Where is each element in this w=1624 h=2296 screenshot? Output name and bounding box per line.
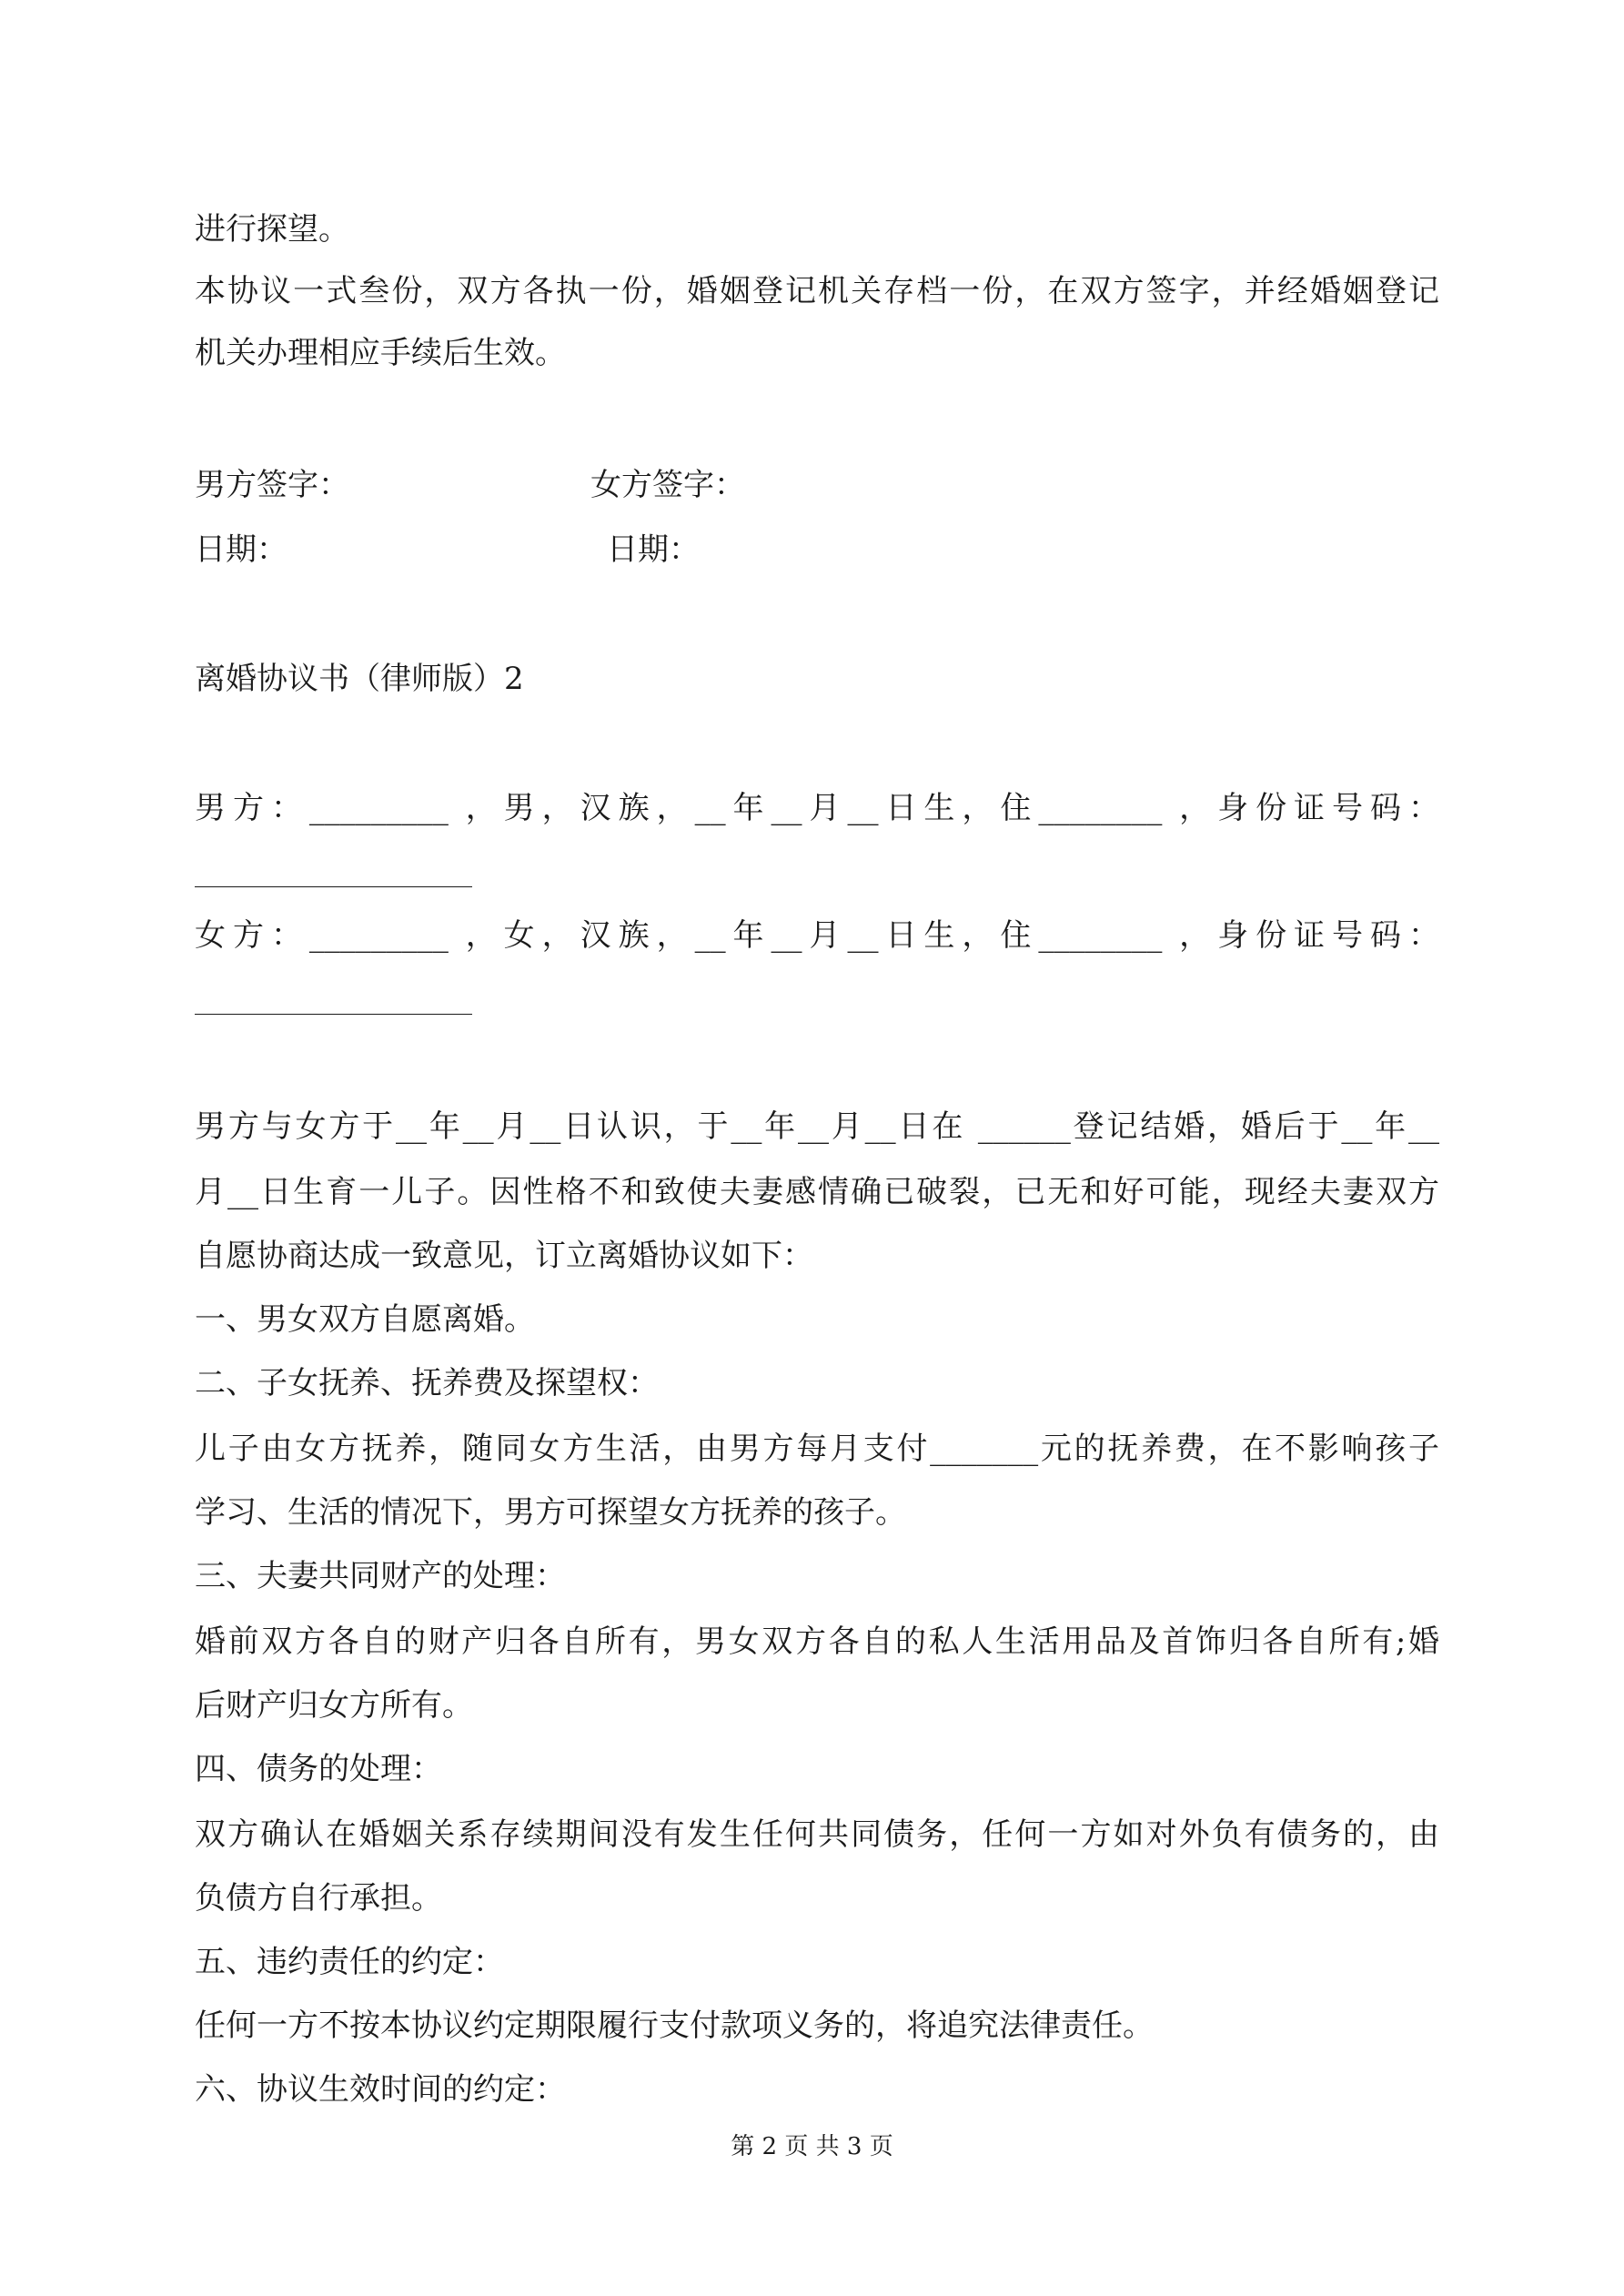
clause-2-line2: 学习、生活的情况下，男方可探望女方抚养的孩子。	[195, 1494, 906, 1531]
male-signature-label: 男方签字：	[195, 467, 349, 503]
female-id-blank	[195, 1014, 472, 1015]
male-date-label: 日期：	[195, 531, 287, 568]
paragraph-visit: 进行探望。	[195, 211, 349, 248]
intro-line3: 自愿协商达成一致意见，订立离婚协议如下：	[195, 1238, 813, 1274]
paragraph-copies-line1: 本协议一式叁份，双方各执一份，婚姻登记机关存档一份，在双方签字，并经婚姻登记	[195, 273, 1439, 309]
female-date-label: 日期：	[607, 531, 700, 568]
clause-1-heading: 一、男女双方自愿离婚。	[195, 1301, 535, 1338]
clause-4-line2: 负债方自行承担。	[195, 1880, 442, 1917]
page-number-footer: 第 2 页 共 3 页	[731, 2133, 893, 2160]
female-party-info: 女方：_________ ，女，汉族，__年__月__日生，住________ ，身份证号码：	[195, 917, 1439, 954]
clause-3-heading: 三、夫妻共同财产的处理：	[195, 1558, 566, 1594]
clause-4-heading: 四、债务的处理：	[195, 1751, 442, 1787]
clause-5-line1: 任何一方不按本协议约定期限履行支付款项义务的，将追究法律责任。	[195, 2008, 1154, 2044]
clause-6-heading: 六、协议生效时间的约定：	[195, 2071, 566, 2108]
male-party-info: 男方：_________ ，男，汉族，__年__月__日生，住________ ，身份证号码：	[195, 790, 1439, 826]
clause-3-line2: 后财产归女方所有。	[195, 1687, 473, 1724]
clause-4-line1: 双方确认在婚姻关系存续期间没有发生任何共同债务，任何一方如对外负有债务的，由	[195, 1816, 1439, 1853]
intro-line1: 男方与女方于__年__月__日认识，于__年__月__日在 ______登记结婚，婚后于__年__	[195, 1108, 1439, 1145]
clause-5-heading: 五、违约责任的约定：	[195, 1944, 504, 1980]
clause-2-line1: 儿子由女方抚养，随同女方生活，由男方每月支付_______元的抚养费，在不影响孩子	[195, 1431, 1439, 1467]
clause-2-heading: 二、子女抚养、抚养费及探望权：	[195, 1365, 659, 1401]
clause-3-line1: 婚前双方各自的财产归各自所有，男女双方各自的私人生活用品及首饰归各自所有;婚	[195, 1623, 1439, 1660]
male-id-blank	[195, 886, 472, 887]
section-title: 离婚协议书（律师版）2	[195, 661, 524, 697]
intro-line2: 月__日生育一儿子。因性格不和致使夫妻感情确已破裂，已无和好可能，现经夫妻双方	[195, 1174, 1439, 1210]
female-signature-label: 女方签字：	[590, 467, 745, 503]
paragraph-copies-line2: 机关办理相应手续后生效。	[195, 335, 566, 371]
